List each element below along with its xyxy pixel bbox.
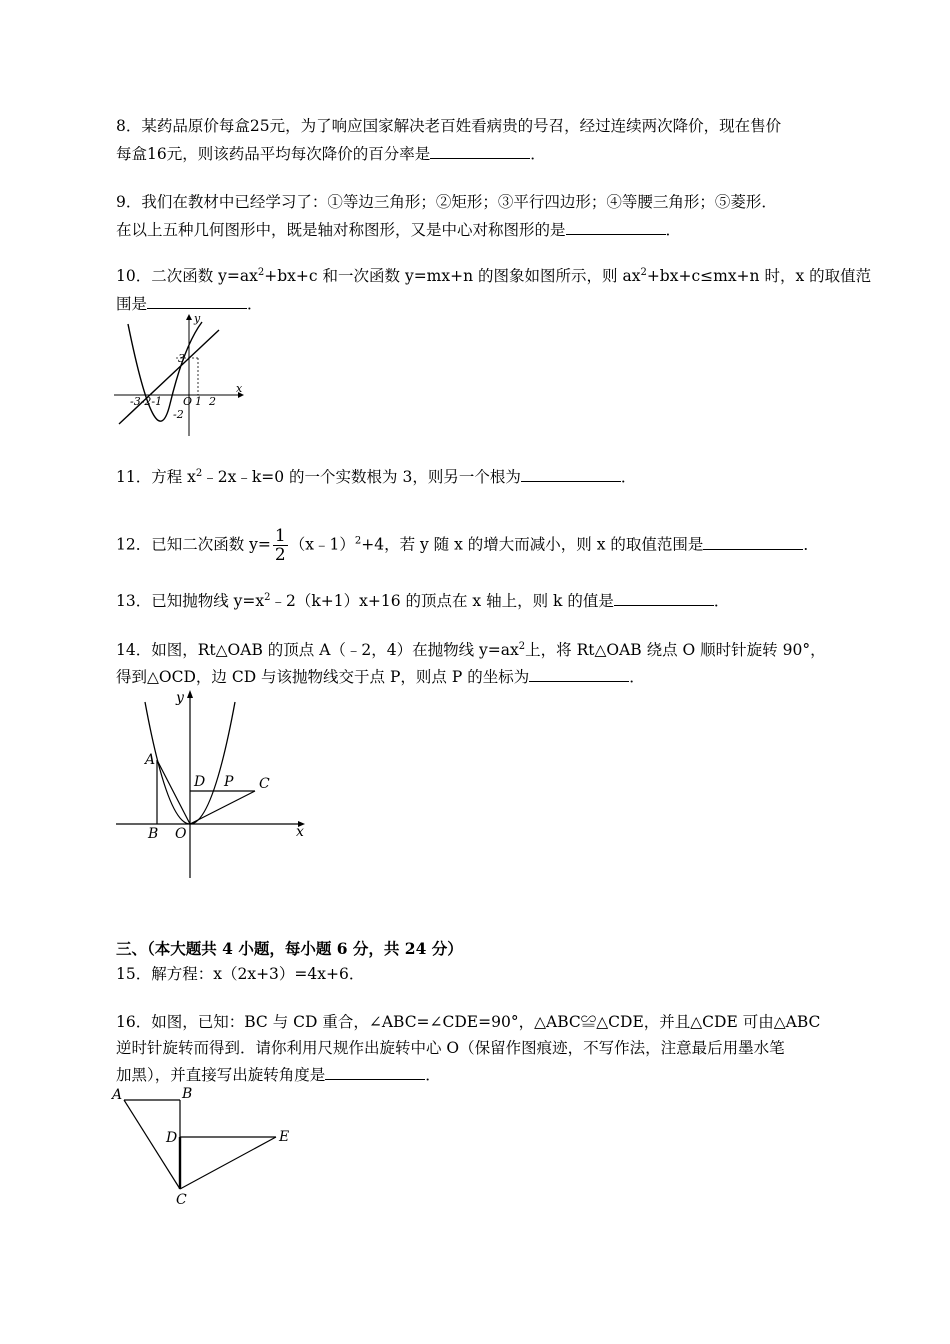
q14-line2: 得到△OCD，边 CD 与该抛物线交于点 P，则点 P 的坐标为 ． xyxy=(116,668,645,686)
q14-figure xyxy=(112,688,312,880)
answer-blank[interactable] xyxy=(566,219,666,235)
q9-line1: 9．我们在教材中已经学习了：①等边三角形；②矩形；③平行四边形；④等腰三角形；⑤菱形． xyxy=(116,193,777,211)
tick-label: 2 xyxy=(209,395,216,408)
q11-line: 11．方程 $x^2﹣2x﹣k=0$ 的一个实数根为 3，则另一个根为 ． xyxy=(116,467,637,486)
tick-label: 3 xyxy=(178,352,185,365)
q14-line1: 14．如图，Rt△OAB 的顶点 A（﹣2，4）在抛物线 $y=ax^2$上，将 Rt△OAB 绕点 O 顺时针旋转 90°， xyxy=(116,640,826,659)
answer-blank[interactable] xyxy=(521,466,621,482)
fraction: $\frac{1}{2}$ xyxy=(274,526,286,565)
tick-label: -2 xyxy=(173,408,184,421)
answer-blank[interactable] xyxy=(529,666,629,682)
point-label-A: A xyxy=(145,752,156,768)
point-label-C: C xyxy=(259,776,270,792)
point-label-D: D xyxy=(194,774,206,790)
q16-line1: 16．如图，已知：BC 与 CD 重合，∠ABC=∠CDE=90°，△ABC≌△CDE，并且△CDE 可由△ABC xyxy=(116,1013,821,1031)
q16-line2: 逆时针旋转而得到．请你利用尺规作出旋转中心 O（保留作图痕迹，不写作法，注意最后用墨水笔 xyxy=(116,1039,785,1057)
point-label-D: D xyxy=(166,1130,178,1146)
x-axis-label: x xyxy=(236,382,243,395)
answer-blank[interactable] xyxy=(703,534,803,550)
y-axis-label: y xyxy=(194,312,201,325)
q10-graph xyxy=(112,312,252,440)
point-label-A: A xyxy=(112,1087,123,1103)
tick-label: 1 xyxy=(195,395,202,408)
x-axis-label: x xyxy=(296,824,304,840)
q16-figure xyxy=(112,1085,302,1210)
q8-line2: 每盒16元，则该药品平均每次降价的百分率是 ． xyxy=(116,145,546,163)
q12-line: 12．已知二次函数 y= $\frac{1}{2}$ （x﹣1）$^2$+4，若 y 随 x 的增大而减小，则 x 的取值范围是 ． xyxy=(116,526,819,565)
answer-blank[interactable] xyxy=(325,1064,425,1080)
q9-line2: 在以上五种几何图形中，既是轴对称图形，又是中心对称图形的是 ． xyxy=(116,221,682,239)
point-label-P: P xyxy=(224,774,234,790)
tick-label: -3-2-1 xyxy=(130,395,163,408)
origin-label: O xyxy=(183,395,193,408)
q10-line1: 10．二次函数 $y=ax^2+bx+c$ 和一次函数 y=mx+n 的图象如图所示，则 $ax^2+bx+c\le mx+n$ 时，x 的取值范 xyxy=(116,266,872,285)
point-label-C: C xyxy=(176,1192,187,1208)
point-label-O: O xyxy=(175,826,187,842)
section-heading: 三、（本大题共 4 小题，每小题 6 分，共 24 分） xyxy=(116,939,463,958)
q10-line2: 围是 ． xyxy=(116,295,263,313)
point-label-B: B xyxy=(148,826,159,842)
q8-line1: 8．某药品原价每盒25元，为了响应国家解决老百姓看病贵的号召，经过连续两次降价，现在售价 xyxy=(116,117,782,135)
q13-line: 13．已知抛物线 $y=x^2﹣2(k+1)x+16$ 的顶点在 x 轴上，则 k 的值是 ． xyxy=(116,591,730,610)
answer-blank[interactable] xyxy=(614,590,714,606)
q15-line: 15．解方程：x（2x+3）=4x+6． xyxy=(116,965,365,983)
y-axis-label: y xyxy=(176,690,184,706)
point-label-E: E xyxy=(279,1129,290,1145)
q16-line3: 加黑），并直接写出旋转角度是 ． xyxy=(116,1066,441,1084)
point-label-B: B xyxy=(182,1086,193,1102)
answer-blank[interactable] xyxy=(430,143,530,159)
answer-blank[interactable] xyxy=(147,293,247,309)
